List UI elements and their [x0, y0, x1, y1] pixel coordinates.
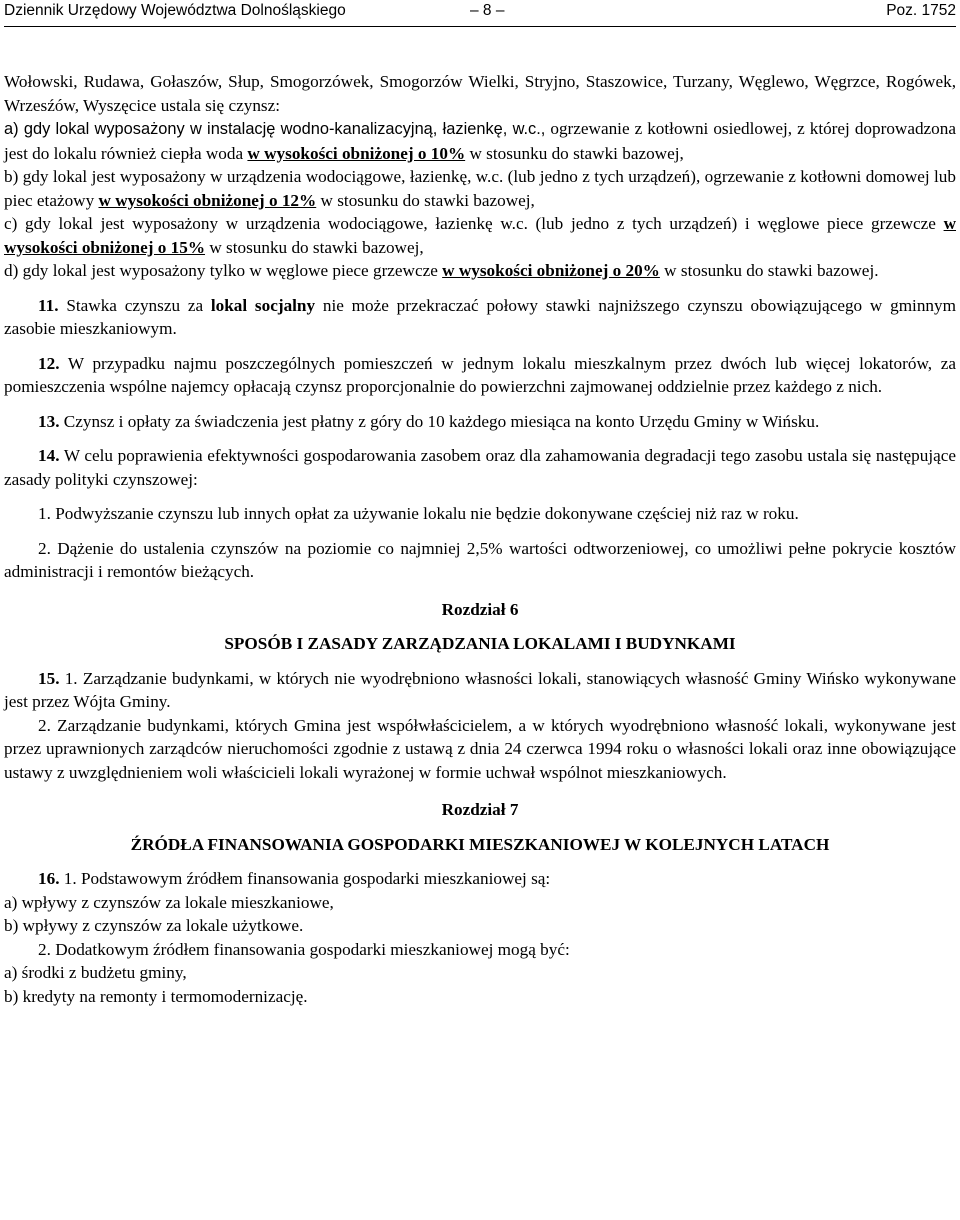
item-a — [4, 117, 956, 165]
section-13-number: 13. — [38, 411, 60, 431]
section-16-item-d: b) kredyty na remonty i termomodernizację. — [4, 986, 308, 1006]
item-d-rate: w wysokości obniżonej o 20% — [442, 261, 660, 280]
section-12 — [4, 352, 956, 399]
item-a-sans: a) gdy lokal wyposażony w instalację wodno-kanalizacyjną, łazienkę, w.c., — [4, 120, 546, 138]
section-14 — [4, 444, 956, 491]
section-16-point-2: 2. Dodatkowym źródłem finansowania gospodarki mieszkaniowej mogą być: — [38, 939, 570, 959]
section-14-text: W celu poprawienia efektywności gospodarowania zasobem oraz dla zahamowania degradacji tego zasobu ustala się następujące zasady polityki czynszowej: — [4, 446, 956, 489]
item-a-text: ogrzewanie z kotłowni osiedlowej, z której doprowadzona jest do lokalu również ciepła woda — [4, 119, 956, 163]
journal-title: Dziennik Urzędowy Województwa Dolnośląskiego — [4, 2, 346, 19]
page-header — [4, 0, 956, 27]
section-11-text-c: nie może przekraczać połowy stawki najniższego czynszu obowiązującego w gminnym zasobie mieszkaniowym. — [4, 295, 956, 338]
section-16-point-1: 1. Podstawowym źródłem finansowania gospodarki mieszkaniowej są: — [59, 869, 551, 888]
item-a-end: w stosunku do stawki bazowej, — [465, 143, 684, 163]
item-d-end: w stosunku do stawki bazowej. — [659, 261, 879, 280]
section-13-text: Czynsz i opłaty za świadczenia jest płatny z góry do 10 każdego miesiąca na konto Urzędu Gminy w Wińsku. — [59, 411, 820, 431]
section-11-text-a: Stawka czynszu za — [58, 295, 211, 315]
section-12-text: W przypadku najmu poszczególnych pomieszczeń w jednym lokalu mieszkalnym przez dwóch lub więcej lokatorów, za pomieszczenia wspólne najemcy opłacają czynsz proporcjonalnie do powierzchni zajmowanej oddzielnie przez każdego z nich. — [4, 353, 956, 396]
position-number: Poz. 1752 — [886, 2, 956, 19]
document-body — [4, 70, 956, 1008]
section-14-point-1: 1. Podwyższanie czynszu lub innych opłat za używanie lokalu nie będzie dokonywane częściej niż raz w roku. — [38, 504, 799, 523]
section-11-number: 11. — [38, 295, 59, 315]
section-13 — [4, 410, 956, 434]
chapter-7-label: Rozdział 7 — [441, 800, 519, 819]
item-b-text: b) gdy lokal jest wyposażony w urządzenia wodociągowe, łazienkę, w.c. (lub jedno z tych urządzeń), ogrzewanie z kotłowni domowej lub piec etażowy — [4, 167, 956, 210]
section-16-number: 16. — [38, 869, 60, 888]
item-c-end: w stosunku do stawki bazowej, — [205, 237, 424, 257]
section-16 — [4, 867, 956, 891]
chapter-6-label: Rozdział 6 — [441, 599, 519, 619]
section-16-item-a: a) wpływy z czynszów za lokale mieszkaniowe, — [4, 892, 334, 912]
section-14-point-2: 2. Dążenie do ustalenia czynszów na poziomie co najmniej 2,5% wartości odtworzeniowej, co umożliwi pełne pokrycie kosztów administracji i remontów bieżących. — [4, 538, 956, 581]
item-b-rate: w wysokości obniżonej o 12% — [98, 190, 317, 210]
chapter-6-title: SPOSÓB I ZASADY ZARZĄDZANIA LOKALAMI I BUDYNKAMI — [224, 634, 736, 653]
item-c — [4, 212, 956, 259]
section-11 — [4, 294, 956, 341]
section-16-item-b: b) wpływy z czynszów za lokale użytkowe. — [4, 916, 304, 935]
section-11-bold: lokal socjalny — [210, 295, 316, 315]
section-16-item-c: a) środki z budżetu gminy, — [4, 963, 187, 982]
item-d — [4, 259, 956, 283]
item-d-text: d) gdy lokal jest wyposażony tylko w węglowe piece grzewcze — [4, 261, 443, 280]
section-12-number: 12. — [38, 353, 60, 373]
section-15 — [4, 667, 956, 714]
section-15-point-2: 2. Zarządzanie budynkami, których Gmina jest współwłaścicielem, a w których wyodrębniono własność lokali, wykonywane jest przez uprawnionych zarządców nieruchomości zgodnie z ustawą z dnia 24 czerwca 1994 roku o własności lokali oraz inne obowiązujące ustawy z uwzględnieniem woli właścicieli lokali wyrażonej w formie uchwał wspólnot mieszkaniowych. — [4, 715, 956, 782]
chapter-7-title: ŹRÓDŁA FINANSOWANIA GOSPODARKI MIESZKANIOWEJ W KOLEJNYCH LATACH — [130, 834, 830, 854]
section-15-number: 15. — [38, 668, 60, 688]
item-c-rate: w wysokości obniżonej o 15% — [4, 214, 956, 257]
item-b-end: w stosunku do stawki bazowej, — [316, 190, 535, 210]
item-c-text: c) gdy lokal jest wyposażony w urządzenia wodociągowe, łazienkę w.c. (lub jedno z tych urządzeń) i węglowe piece grzewcze — [4, 214, 944, 233]
item-b — [4, 165, 956, 212]
section-15-point-1: 1. Zarządzanie budynkami, w których nie wyodrębniono własności lokali, stanowiących własność Gminy Wińsko wykonywane jest przez Wójta Gminy. — [4, 668, 956, 711]
section-14-number: 14. — [38, 446, 60, 465]
item-a-rate: w wysokości obniżonej o 10% — [247, 143, 466, 163]
page-number: – 8 – — [470, 2, 505, 19]
intro-paragraph: Wołowski, Rudawa, Gołaszów, Słup, Smogorzówek, Smogorzów Wielki, Stryjno, Staszowice, Turzany, Węglewo, Węgrzce, Rogówek, Wrzesźów, Wyszęcice ustala się czynsz: — [4, 72, 956, 115]
